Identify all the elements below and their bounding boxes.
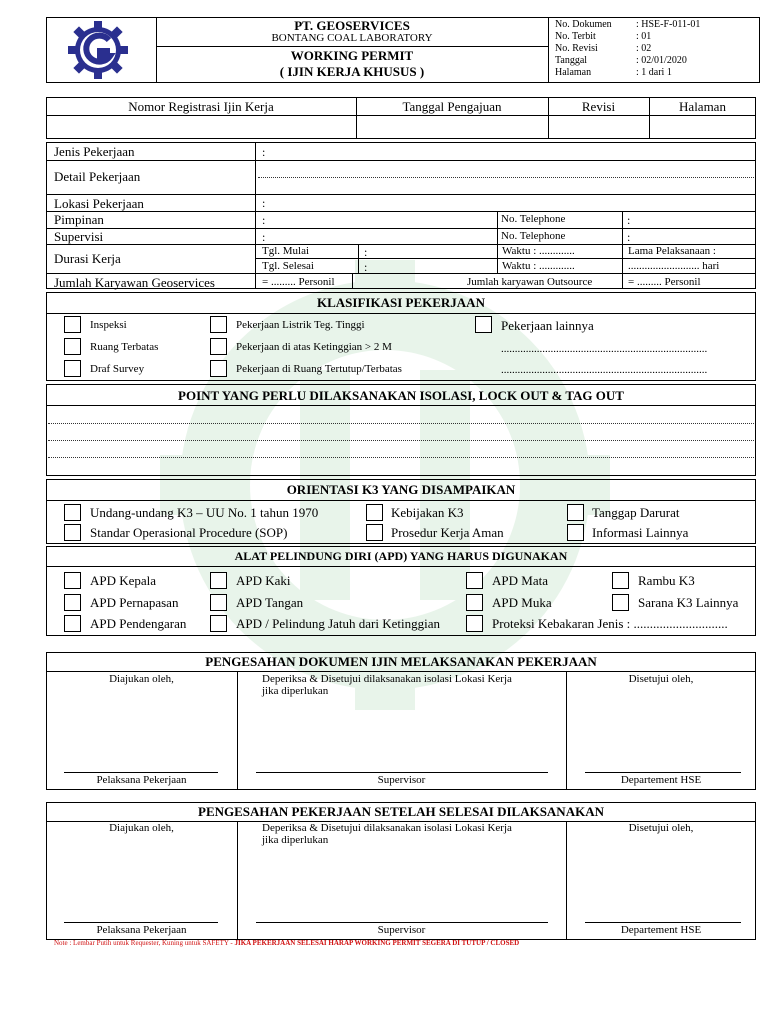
label-tanggap-darurat: Tanggap Darurat [592,505,680,520]
checkbox-proteksi-kebakaran[interactable] [466,615,483,632]
label-pekerjaan-lainnya: Pekerjaan lainnya [501,318,594,333]
label-detail-pekerjaan: Detail Pekerjaan [54,169,141,184]
input-lainnya-line-1[interactable]: ........................................................................... [501,343,708,355]
label-prosedur-kerja-aman: Prosedur Kerja Aman [391,525,504,540]
checkbox-draf-survey[interactable] [64,360,81,377]
sign2-disetujui: Disetujui oleh, [628,822,694,834]
permit-subtitle: ( IJIN KERJA KHUSUS ) [279,64,425,79]
reg-header-revisi: Revisi [581,99,616,114]
label-ruang-terbatas: Ruang Terbatas [90,341,159,353]
input-lama-hari[interactable]: .......................... hari [628,260,720,272]
checkbox-apd-kepala[interactable] [64,572,81,589]
label-no-telephone: No. Telephone [501,230,566,242]
colon: : [262,213,266,227]
label-lokasi-pekerjaan: Lokasi Pekerjaan [54,196,144,211]
label-ketinggian: Pekerjaan di atas Ketinggian > 2 M [236,341,392,353]
label-durasi-kerja: Durasi Kerja [54,251,121,266]
colon: : [262,145,266,159]
label-supervisi: Supervisi [54,229,104,244]
isolasi-title: POINT YANG PERLU DILAKSANAKAN ISOLASI, LOCK OUT & TAG OUT [178,388,624,403]
apd-title: ALAT PELINDUNG DIRI (APD) YANG HARUS DIGUNAKAN [234,549,568,563]
klasifikasi-title: KLASIFIKASI PEKERJAAN [317,295,485,310]
reg-header-halaman: Halaman [679,99,726,114]
sign2-title: PENGESAHAN PEKERJAAN SETELAH SELESAI DILAKSANAKAN [198,804,604,819]
input-personil-geoservices[interactable]: = ......... Personil [262,276,335,288]
input-telephone-supervisi[interactable] [634,229,754,243]
reg-header-tanggal: Tanggal Pengajuan [402,99,502,114]
label-pelindung-jatuh: APD / Pelindung Jatuh dari Ketinggian [236,616,441,631]
checkbox-kebijakan-k3[interactable] [366,504,383,521]
sign2-supervisor-label: Supervisor [377,924,426,936]
input-jenis-pekerjaan[interactable] [270,143,754,159]
label-proteksi-kebakaran: Proteksi Kebakaran Jenis : ............................. [492,616,728,631]
label-waktu-selesai: Waktu : ............. [502,260,575,272]
input-lokasi-pekerjaan[interactable] [270,195,754,210]
label-kebijakan-k3: Kebijakan K3 [391,505,464,520]
sign2-diperiksa: Deperiksa & Disetujui dilaksanakan isolasi Lokasi Kerja [262,822,512,834]
checkbox-ruang-terbatas[interactable] [64,338,81,355]
input-supervisi[interactable] [270,229,496,243]
sign1-disetujui: Disetujui oleh, [628,673,694,685]
checkbox-tanggap-darurat[interactable] [567,504,584,521]
label-tgl-selesai: Tgl. Selesai [262,260,314,272]
sign2-diajukan: Diajukan oleh, [109,822,174,834]
label-lama-pelaksanaan: Lama Pelaksanaan : [628,245,716,257]
isolasi-input-area[interactable] [48,407,754,474]
sign2-diperlukan: jika diperlukan [262,834,329,846]
checkbox-pelindung-jatuh[interactable] [210,615,227,632]
checkbox-apd-muka[interactable] [466,594,483,611]
label-rambu-k3: Rambu K3 [638,573,695,588]
checkbox-sop[interactable] [64,524,81,541]
sign1-signature-pelaksana[interactable] [64,700,218,770]
label-waktu-mulai: Waktu : ............. [502,245,575,257]
label-tgl-mulai: Tgl. Mulai [262,245,310,257]
label-apd-kepala: APD Kepala [90,573,157,588]
colon: : [364,245,368,259]
reg-input-revisi[interactable] [549,116,648,138]
input-lainnya-line-2[interactable]: ........................................................................... [501,364,708,376]
checkbox-apd-pendengaran[interactable] [64,615,81,632]
label-pimpinan: Pimpinan [54,212,104,227]
lab-name: BONTANG COAL LABORATORY [271,32,433,44]
checkbox-ruang-tertutup[interactable] [210,360,227,377]
footer-note-prefix: Note : Lembar Putih untuk Requester, Kuning untuk SAFETY - [54,939,235,947]
colon: : [262,230,266,244]
checkbox-apd-mata[interactable] [466,572,483,589]
label-no-telephone: No. Telephone [501,213,566,225]
sign2-hse-label: Departement HSE [620,924,702,936]
reg-input-tanggal[interactable] [357,116,547,138]
colon: : [627,230,631,244]
checkbox-pekerjaan-lainnya[interactable] [475,316,492,333]
sign1-supervisor-label: Supervisor [377,774,426,786]
label-jumlah-karyawan: Jumlah Karyawan Geoservices [54,275,215,290]
sign2-signature-pelaksana[interactable] [64,850,218,920]
footer-note-emphasis: JIKA PEKERJAAN SELESAI HARAP WORKING PERMIT SEGERA DI TUTUP / CLOSED [234,939,520,947]
label-undang-undang-k3: Undang-undang K3 – UU No. 1 tahun 1970 [90,505,319,520]
company-name: PT. GEOSERVICES [294,18,410,33]
colon: : [364,260,368,274]
sign1-signature-hse[interactable] [585,700,741,770]
sign1-diajukan: Diajukan oleh, [109,673,174,685]
checkbox-sarana-k3-lainnya[interactable] [612,594,629,611]
footer-note [54,940,519,947]
sign1-hse-label: Departement HSE [620,774,702,786]
sign2-signature-supervisor[interactable] [256,850,548,920]
checkbox-listrik-teg-tinggi[interactable] [210,316,227,333]
label-sop: Standar Operasional Procedure (SOP) [90,525,288,540]
checkbox-inspeksi[interactable] [64,316,81,333]
colon: : [627,213,631,227]
sign1-signature-supervisor[interactable] [256,700,548,770]
sign1-diperlukan: jika diperlukan [262,685,329,697]
label-apd-tangan: APD Tangan [236,595,304,610]
label-draf-survey: Draf Survey [90,363,145,375]
input-tgl-selesai[interactable] [370,259,496,272]
checkbox-ketinggian[interactable] [210,338,227,355]
label-ruang-tertutup: Pekerjaan di Ruang Tertutup/Terbatas [236,363,402,375]
company-logo-icon [66,20,130,80]
colon: : [262,196,266,210]
sign1-pelaksana-label: Pelaksana Pekerjaan [96,774,187,786]
checkbox-apd-tangan[interactable] [210,594,227,611]
reg-header-nomor: Nomor Registrasi Ijin Kerja [128,99,274,114]
orientasi-title: ORIENTASI K3 YANG DISAMPAIKAN [286,482,516,497]
checkbox-apd-kaki[interactable] [210,572,227,589]
checkbox-apd-pernapasan[interactable] [64,594,81,611]
label-jumlah-outsource: Jumlah karyawan Outsource [467,276,593,288]
permit-title: WORKING PERMIT [290,48,414,63]
label-jenis-pekerjaan: Jenis Pekerjaan [54,144,135,159]
sign2-pelaksana-label: Pelaksana Pekerjaan [96,924,187,936]
label-apd-kaki: APD Kaki [236,573,291,588]
label-inspeksi: Inspeksi [90,319,127,331]
label-sarana-k3-lainnya: Sarana K3 Lainnya [638,595,739,610]
sign2-signature-hse[interactable] [585,850,741,920]
sign1-diperiksa: Deperiksa & Disetujui dilaksanakan isolasi Lokasi Kerja [262,673,512,685]
reg-input-halaman[interactable] [650,116,755,138]
checkbox-undang-undang-k3[interactable] [64,504,81,521]
label-apd-muka: APD Muka [492,595,552,610]
label-apd-pendengaran: APD Pendengaran [90,616,187,631]
label-listrik-teg-tinggi: Pekerjaan Listrik Teg. Tinggi [236,319,365,331]
input-telephone-pimpinan[interactable] [634,212,754,227]
label-apd-pernapasan: APD Pernapasan [90,595,179,610]
checkbox-rambu-k3[interactable] [612,572,629,589]
label-informasi-lainnya: Informasi Lainnya [592,525,689,540]
input-personil-outsource[interactable]: = ......... Personil [628,276,701,288]
input-detail-pekerjaan[interactable] [258,161,754,193]
label-apd-mata: APD Mata [492,573,548,588]
input-pimpinan[interactable] [270,212,496,227]
checkbox-prosedur-kerja-aman[interactable] [366,524,383,541]
sign1-title: PENGESAHAN DOKUMEN IJIN MELAKSANAKAN PEKERJAAN [205,654,597,669]
reg-input-nomor[interactable] [47,116,355,138]
checkbox-informasi-lainnya[interactable] [567,524,584,541]
input-tgl-mulai[interactable] [370,245,496,257]
